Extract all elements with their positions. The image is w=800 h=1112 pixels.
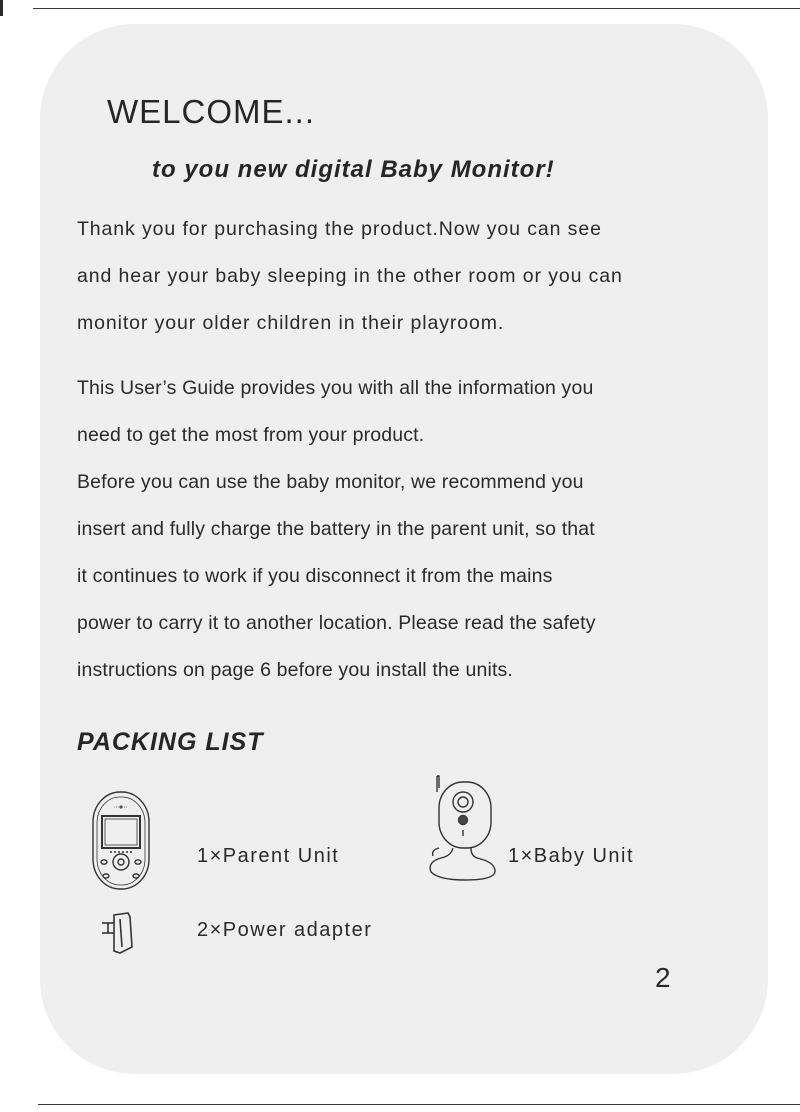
guide-line: This User’s Guide provides you with all the information you (77, 377, 594, 399)
welcome-heading: WELCOME... (107, 93, 316, 130)
top-divider (33, 8, 800, 9)
parent-unit-label: 1×Parent Unit (197, 845, 340, 867)
intro-paragraph (77, 214, 717, 355)
intro-line: monitor your older children in their playroom. (77, 312, 505, 334)
baby-unit-icon (425, 772, 499, 884)
packing-list-heading: PACKING LIST (77, 728, 264, 756)
guide-line: it continues to work if you disconnect it from the mains (77, 565, 553, 587)
parent-unit-icon (90, 790, 152, 892)
guide-line: instructions on page 6 before you install the units. (77, 659, 513, 681)
guide-line: need to get the most from your product. (77, 424, 425, 446)
bottom-divider (38, 1104, 800, 1105)
intro-line: Thank you for purchasing the product.Now you can see (77, 218, 602, 240)
welcome-subtitle: to you new digital Baby Monitor! (152, 156, 555, 183)
guide-line: Before you can use the baby monitor, we recommend you (77, 471, 584, 493)
baby-unit-label: 1×Baby Unit (508, 845, 635, 867)
guide-line: power to carry it to another location. Please read the safety (77, 612, 596, 634)
page-number: 2 (655, 962, 671, 993)
guide-line: insert and fully charge the battery in the parent unit, so that (77, 518, 595, 540)
intro-line: and hear your baby sleeping in the other room or you can (77, 265, 623, 287)
power-adapter-label: 2×Power adapter (197, 919, 373, 941)
power-adapter-icon (98, 911, 144, 955)
guide-paragraph (77, 373, 717, 702)
page-edge-mark (0, 0, 3, 16)
